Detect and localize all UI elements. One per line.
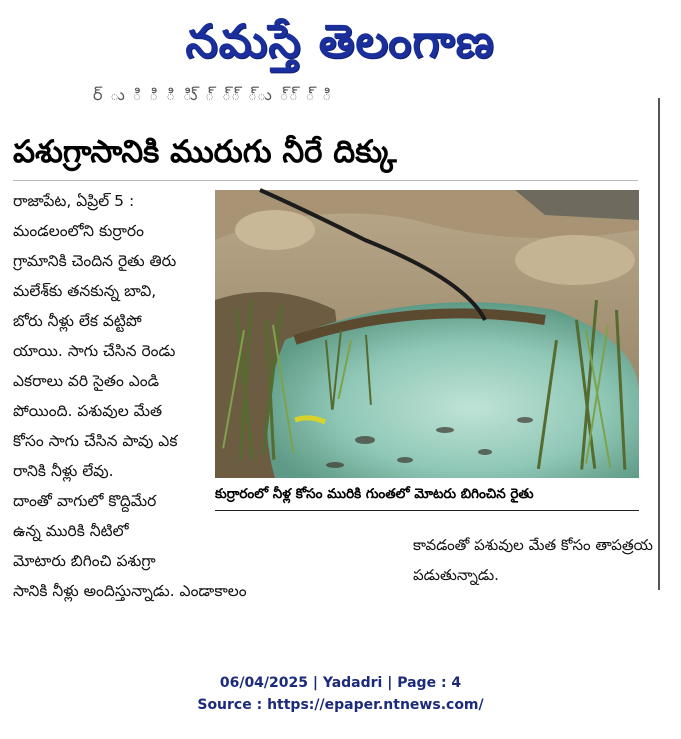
body-line: మండలంలోని కుర్రారం [13,222,144,240]
article-headline: పశుగ్రాసానికి మురుగు నీరే దిక్కు [13,134,397,170]
newspaper-logo: నమస్తే తెలంగాణ [185,14,495,68]
body-line: యాయి. సాగు చేసిన రెండు [13,342,176,360]
article-body-right [413,530,653,590]
pond-photo-illustration [215,190,639,478]
source-link[interactable]: Source : https://epaper.ntnews.com/ [197,697,484,713]
body-line: దాంతో వాగులో కొద్దిమేర [13,492,157,510]
article-clipping [13,85,663,600]
body-line: బోరు నీళ్లు లేక వట్టిపో [13,312,142,330]
body-line: కావడంతో పశువుల మేత కోసం తాపత్రయ [413,536,653,554]
article-body-left [13,186,247,606]
body-line: పడుతున్నాడు. [413,566,499,584]
clipping-footer [0,672,681,716]
masthead [0,0,681,80]
column-divider [658,98,660,590]
body-line: సానికి నీళ్లు అందిస్తున్నాడు. ఎండాకాలం [13,582,247,600]
cut-line-text: ర్ ు ి ి ి ిు్ ్ ్్ ్ు ్్ ్ ి [93,85,335,104]
body-line: మోటారు బిగించి పశుగ్రా [13,552,156,570]
body-line: కోసం సాగు చేసిన పావు ఎక [13,432,178,450]
photo-caption: కుర్రారంలో నీళ్ల కోసం మురికి గుంతలో మోటరు బిగించిన రైతు [215,486,534,502]
edition-info: 06/04/2025 | Yadadri | Page : 4 [219,675,462,691]
body-line: పోయింది. పశువుల మేత [13,402,163,420]
body-line: రానికి నీళ్లు లేవు. [13,462,114,480]
body-line: మలేశ్‌కు తనకున్న బావి, [13,282,157,300]
body-line: ఎకరాలు వరి సైతం ఎండి [13,372,160,390]
article-photo [215,190,639,478]
body-line: రాజాపేట, ఏప్రిల్ 5 : [13,192,135,210]
previous-article-cut-line [13,85,663,108]
headline-divider [13,180,638,181]
caption-divider [215,510,639,511]
body-line: గ్రామానికి చెందిన రైతు తిరు [13,252,177,270]
body-line: ఉన్న మురికి నీటిలో [13,522,129,540]
